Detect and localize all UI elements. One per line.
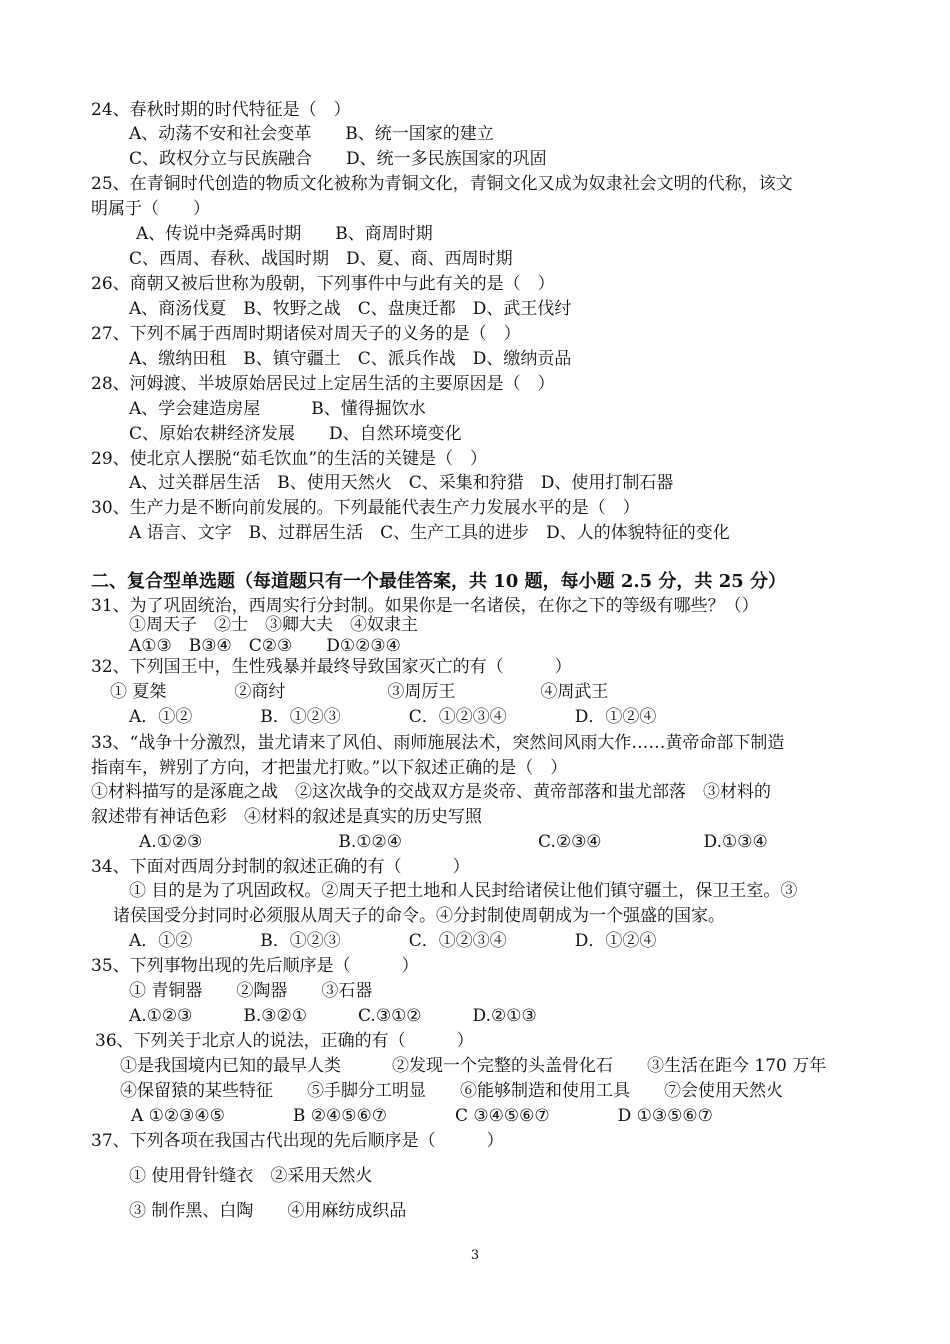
- question-option-line: A①③ B③④ C②③ D①②③④: [129, 636, 401, 656]
- question-option-line: A ①②③④⑤ B ②④⑤⑥⑦ C ③④⑤⑥⑦ D ①③⑤⑥⑦: [131, 1106, 713, 1126]
- question-stem: 25、在青铜时代创造的物质文化被称为青铜文化，青铜文化又成为奴隶社会文明的代称，该文: [91, 174, 793, 194]
- question-stem: 31、为了巩固统治，西周实行分封制。如果你是一名诸侯，在你之下的等级有哪些？（）: [91, 596, 759, 616]
- question-stem: 32、下列国王中，生性残暴并最终导致国家灭亡的有（ ）: [91, 657, 572, 677]
- question-stem: 36、下列关于北京人的说法，正确的有（ ）: [95, 1031, 474, 1051]
- question-option-line: A.①②③ B.③②① C.③①② D.②①③: [129, 1006, 537, 1026]
- question-option-line: ③ 制作黑、白陶 ④用麻纺成织品: [129, 1201, 407, 1221]
- question-option-line: C、西周、春秋、战国时期 D、夏、商、西周时期: [129, 249, 513, 269]
- question-option-line: ①周天子 ②士 ③卿大夫 ④奴隶主: [129, 615, 418, 635]
- question-option-line: A、传说中尧舜禹时期 B、商周时期: [136, 224, 433, 244]
- question-stem: 30、生产力是不断向前发展的。下列最能代表生产力发展水平的是（ ）: [91, 498, 640, 518]
- page-number: 3: [470, 1248, 480, 1263]
- question-option-line: A、学会建造房屋 B、懂得掘饮水: [129, 399, 426, 419]
- question-option-line: C、政权分立与民族融合 D、统一多民族国家的巩固: [129, 149, 547, 169]
- question-option-line: C、原始农耕经济发展 D、自然环境变化: [129, 424, 462, 444]
- question-option-line: 叙述带有神话色彩 ④材料的叙述是真实的历史写照: [91, 807, 482, 827]
- question-option-line: ① 青铜器 ②陶器 ③石器: [129, 981, 373, 1001]
- question-option-line: A．①② B．①②③ C．①②③④ D．①②④: [129, 707, 657, 727]
- question-stem: 26、商朝又被后世称为殷朝，下列事件中与此有关的是（ ）: [91, 274, 555, 294]
- question-option-line: A、过关群居生活 B、使用天然火 C、采集和狩猎 D、使用打制石器: [129, 473, 674, 493]
- question-option-line: A、商汤伐夏 B、牧野之战 C、盘庚迁都 D、武王伐纣: [129, 299, 572, 319]
- question-stem: 27、下列不属于西周时期诸侯对周天子的义务的是（ ）: [91, 324, 521, 344]
- question-stem: 33、“战争十分激烈，蚩尤请来了风伯、雨师施展法术，突然间风雨大作……黄帝命部下制造: [91, 733, 785, 753]
- question-stem: 29、使北京人摆脱“茹毛饮血”的生活的关键是（ ）: [91, 449, 488, 469]
- question-option-line: ①是我国境内已知的最早人类 ②发现一个完整的头盖骨化石 ③生活在距今 170 万年: [120, 1056, 827, 1076]
- question-option-line: ① 目的是为了巩固政权。②周天子把土地和人民封给诸侯让他们镇守疆土，保卫王室。③: [129, 881, 798, 901]
- question-option-line: 诸侯国受分封同时必须服从周天子的命令。④分封制使周朝成为一个强盛的国家。: [113, 906, 725, 926]
- question-option-line: ① 使用骨针缝衣 ②采用天然火: [129, 1166, 373, 1186]
- question-option-line: A．①② B．①②③ C．①②③④ D．①②④: [129, 931, 657, 951]
- question-option-line: A.①②③ B.①②④ C.②③④ D.①③④: [139, 832, 768, 852]
- question-option-line: A、动荡不安和社会变革 B、统一国家的建立: [129, 124, 494, 144]
- question-option-line: A 语言、文字 B、过群居生活 C、生产工具的进步 D、人的体貌特征的变化: [129, 523, 730, 543]
- question-stem: 37、下列各项在我国古代出现的先后顺序是（ ）: [91, 1131, 504, 1151]
- question-option-line: ①材料描写的是涿鹿之战 ②这次战争的交战双方是炎帝、黄帝部落和蚩尤部落 ③材料的: [91, 782, 771, 802]
- question-option-line: 指南车，辨别了方向，才把蚩尤打败。”以下叙述正确的是（ ）: [91, 758, 568, 778]
- question-stem: 24、春秋时期的时代特征是（ ）: [91, 100, 351, 120]
- question-stem: 34、下面对西周分封制的叙述正确的有（ ）: [91, 857, 470, 877]
- section-heading: 二、复合型单选题（每道题只有一个最佳答案，共 10 题，每小题 2.5 分，共 25 分）: [91, 571, 787, 592]
- question-option-line: ① 夏桀 ②商纣 ③周厉王 ④周武王: [110, 682, 609, 702]
- question-stem: 35、下列事物出现的先后顺序是（ ）: [91, 956, 419, 976]
- question-option-line: ④保留猿的某些特征 ⑤手脚分工明显 ⑥能够制造和使用工具 ⑦会使用天然火: [120, 1081, 783, 1101]
- question-stem: 28、河姆渡、半坡原始居民过上定居生活的主要原因是（ ）: [91, 374, 555, 394]
- question-option-line: A、缴纳田租 B、镇守疆土 C、派兵作战 D、缴纳贡品: [129, 349, 572, 369]
- question-option-line: 明属于（ ）: [91, 199, 210, 219]
